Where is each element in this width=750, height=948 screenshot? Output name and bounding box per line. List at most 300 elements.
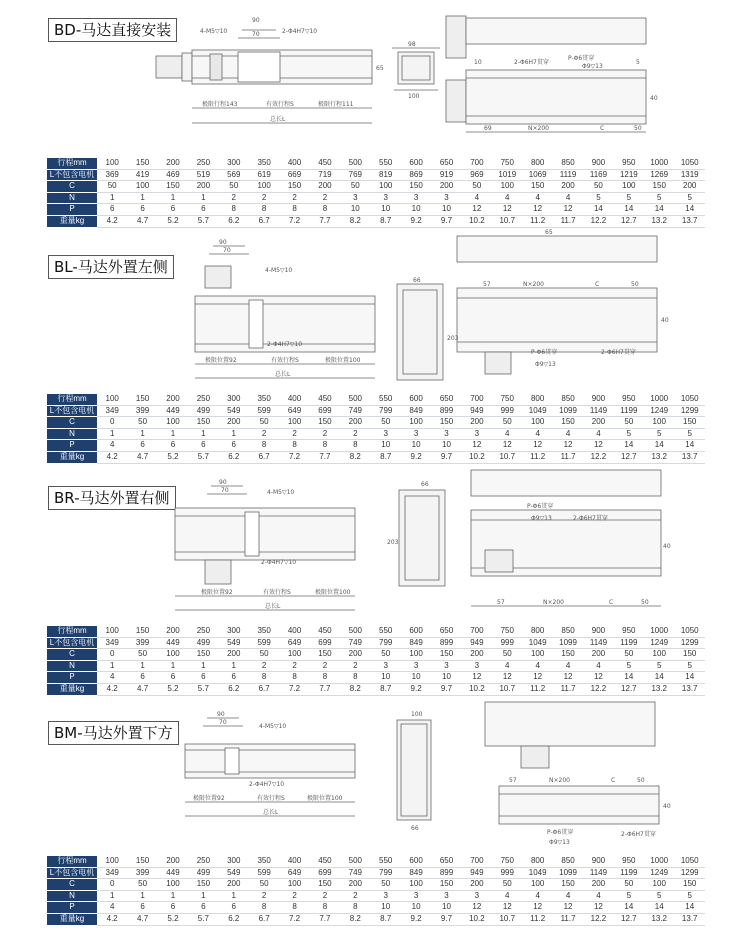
table-cell: 4	[583, 428, 613, 440]
table-cell: 8.7	[371, 451, 401, 463]
table-cell: 850	[553, 158, 583, 169]
row-label: P	[47, 440, 97, 452]
dim-label: 总长L	[270, 116, 286, 123]
table-cell: 1050	[674, 158, 705, 169]
table-cell: 650	[431, 158, 461, 169]
table-cell: 100	[401, 649, 431, 661]
table-cell: 2	[340, 890, 370, 902]
table-cell: 5	[614, 890, 644, 902]
table-cell: 9.2	[401, 683, 431, 695]
drawing-bd	[150, 8, 670, 143]
table-cell: 11.2	[522, 913, 552, 925]
table-cell: 1	[127, 428, 157, 440]
table-cell: 4	[492, 660, 522, 672]
table-cell: 200	[462, 879, 492, 891]
table-cell: 649	[279, 405, 309, 417]
table-cell: 4	[97, 440, 127, 452]
dim-label: 65	[376, 65, 384, 72]
dim-label: 2-Φ6H7贯穿	[601, 349, 636, 356]
dim-label: N×200	[549, 777, 570, 784]
table-cell: 14	[644, 902, 674, 914]
dim-label: 70	[223, 247, 231, 254]
table-cell: 8.7	[371, 215, 401, 227]
table-cell: 719	[310, 169, 340, 181]
dim-label: 有效行程S	[271, 357, 299, 364]
table-cell: 6	[127, 902, 157, 914]
table-cell: 2	[310, 192, 340, 204]
table-cell: 13.7	[674, 683, 705, 695]
table-cell: 8	[249, 440, 279, 452]
row-label: P	[47, 672, 97, 684]
table-cell: 549	[219, 405, 249, 417]
row-label: 行程mm	[47, 394, 97, 405]
dim-label: 2-Φ6H7贯穿	[514, 59, 549, 66]
table-cell: 2	[310, 428, 340, 440]
table-cell: 1	[97, 660, 127, 672]
table-cell: 14	[614, 204, 644, 216]
table-cell: 8	[310, 902, 340, 914]
table-cell: 1119	[553, 169, 583, 181]
dim-label: 有效行程S	[263, 589, 291, 596]
table-cell: 500	[340, 856, 370, 867]
table-cell: 0	[97, 649, 127, 661]
table-cell: 150	[431, 879, 461, 891]
table-cell: 50	[127, 879, 157, 891]
spec-table-bm	[47, 856, 705, 926]
table-cell: 4	[522, 192, 552, 204]
table-cell: 150	[431, 649, 461, 661]
table-cell: 769	[340, 169, 370, 181]
table-cell: 1249	[644, 867, 674, 879]
dim-label: 90	[252, 17, 260, 24]
table-cell: 12	[553, 672, 583, 684]
dim-label: 极限位置100	[325, 357, 361, 364]
table-cell: 100	[614, 181, 644, 193]
dim-label: 100	[408, 93, 420, 100]
table-cell: 599	[249, 637, 279, 649]
table-cell: 399	[127, 405, 157, 417]
table-cell: 3	[462, 428, 492, 440]
table-cell: 869	[401, 169, 431, 181]
table-cell: 6	[158, 440, 188, 452]
table-cell: 100	[279, 879, 309, 891]
table-cell: 50	[492, 649, 522, 661]
table-cell: 2	[249, 428, 279, 440]
table-cell: 50	[614, 649, 644, 661]
table-cell: 10.2	[462, 683, 492, 695]
table-cell: 2	[279, 192, 309, 204]
table-cell: 5	[644, 428, 674, 440]
table-cell: 1199	[614, 405, 644, 417]
table-cell: 100	[522, 879, 552, 891]
table-cell: 1149	[583, 405, 613, 417]
table-cell: 849	[401, 637, 431, 649]
table-cell: 1019	[492, 169, 522, 181]
row-label: 行程mm	[47, 158, 97, 169]
row-label: N	[47, 428, 97, 440]
table-row	[47, 913, 705, 925]
table-cell: 9.7	[431, 913, 461, 925]
table-cell: 12.2	[583, 215, 613, 227]
table-cell: 6.2	[219, 215, 249, 227]
table-cell: 300	[219, 856, 249, 867]
table-cell: 50	[614, 417, 644, 429]
table-cell: 3	[431, 192, 461, 204]
dim-label: 70	[219, 719, 227, 726]
dim-label: 有效行程S	[266, 101, 294, 108]
table-cell: 50	[127, 649, 157, 661]
table-cell: 8	[340, 440, 370, 452]
table-row	[47, 428, 705, 440]
table-cell: 14	[614, 672, 644, 684]
table-cell: 100	[249, 181, 279, 193]
table-cell: 1050	[674, 856, 705, 867]
table-cell: 4	[97, 672, 127, 684]
dim-label: 50	[637, 777, 645, 784]
dim-label: 203	[387, 539, 399, 546]
table-cell: 9.7	[431, 451, 461, 463]
drawing-bl	[175, 228, 675, 388]
table-cell: 150	[522, 181, 552, 193]
dim-label: 2-Φ4H7▽10	[267, 341, 303, 348]
table-cell: 11.2	[522, 451, 552, 463]
dim-label: 90	[217, 711, 225, 718]
table-cell: 2	[310, 890, 340, 902]
table-cell: 150	[674, 649, 705, 661]
table-cell: 349	[97, 867, 127, 879]
table-cell: 100	[97, 626, 127, 637]
table-cell: 1249	[644, 405, 674, 417]
table-cell: 1	[158, 192, 188, 204]
table-cell: 519	[188, 169, 218, 181]
table-cell: 7.7	[310, 215, 340, 227]
drawing-bm	[175, 698, 675, 848]
table-cell: 3	[401, 428, 431, 440]
dim-label: N×200	[523, 281, 544, 288]
table-cell: 8.7	[371, 683, 401, 695]
table-cell: 150	[310, 417, 340, 429]
table-cell: 200	[462, 417, 492, 429]
table-cell: 499	[188, 637, 218, 649]
table-cell: 150	[401, 181, 431, 193]
row-label: 行程mm	[47, 626, 97, 637]
table-cell: 200	[340, 649, 370, 661]
table-cell: 699	[310, 867, 340, 879]
dim-label: 有效行程S	[257, 795, 285, 802]
table-cell: 999	[492, 637, 522, 649]
table-cell: 12	[492, 204, 522, 216]
table-cell: 200	[674, 181, 705, 193]
dim-label: 40	[661, 317, 669, 324]
table-cell: 1	[219, 660, 249, 672]
table-cell: 5.2	[158, 683, 188, 695]
table-cell: 100	[401, 879, 431, 891]
table-cell: 10	[431, 204, 461, 216]
table-cell: 12	[522, 672, 552, 684]
table-cell: 3	[371, 192, 401, 204]
table-cell: 150	[553, 649, 583, 661]
table-cell: 4	[553, 192, 583, 204]
table-cell: 1	[97, 192, 127, 204]
table-cell: 849	[401, 867, 431, 879]
table-cell: 450	[310, 626, 340, 637]
table-cell: 6	[158, 204, 188, 216]
dim-label: 70	[221, 487, 229, 494]
table-cell: 200	[583, 417, 613, 429]
table-cell: 600	[401, 856, 431, 867]
dim-label: P-Φ6贯穿	[547, 829, 574, 836]
table-cell: 50	[219, 181, 249, 193]
dim-label: 极限位置92	[193, 795, 225, 802]
table-cell: 11.7	[553, 913, 583, 925]
table-cell: 7.2	[279, 913, 309, 925]
table-cell: 8.2	[340, 451, 370, 463]
dim-label: 66	[411, 825, 419, 832]
table-cell: 7.7	[310, 451, 340, 463]
table-cell: 4	[492, 428, 522, 440]
table-cell: 8	[279, 672, 309, 684]
table-cell: 50	[127, 417, 157, 429]
table-cell: 100	[97, 158, 127, 169]
table-cell: 669	[279, 169, 309, 181]
table-cell: 700	[462, 394, 492, 405]
row-label: C	[47, 879, 97, 891]
dim-label: 4-M5▽10	[267, 489, 295, 496]
table-cell: 4.7	[127, 215, 157, 227]
table-cell: 200	[340, 879, 370, 891]
dim-label: 5	[636, 59, 640, 66]
row-label: 重量kg	[47, 215, 97, 227]
table-cell: 750	[492, 394, 522, 405]
table-cell: 12	[522, 902, 552, 914]
table-cell: 4	[583, 890, 613, 902]
table-cell: 619	[249, 169, 279, 181]
table-cell: 2	[279, 660, 309, 672]
row-label: L不包含电机	[47, 169, 97, 181]
row-label: N	[47, 192, 97, 204]
table-cell: 6	[219, 902, 249, 914]
table-cell: 449	[158, 405, 188, 417]
table-cell: 750	[492, 856, 522, 867]
table-cell: 549	[219, 867, 249, 879]
table-cell: 499	[188, 405, 218, 417]
table-row	[47, 660, 705, 672]
table-cell: 4	[462, 192, 492, 204]
row-label: N	[47, 890, 97, 902]
table-row	[47, 856, 705, 867]
dim-label: C	[609, 599, 614, 606]
table-cell: 300	[219, 626, 249, 637]
dim-label: P-Φ6贯穿	[568, 55, 595, 62]
table-cell: 14	[583, 204, 613, 216]
table-cell: 14	[614, 902, 644, 914]
section-title-bd: BD-马达直接安装	[48, 18, 177, 42]
table-cell: 699	[310, 637, 340, 649]
table-cell: 8	[279, 204, 309, 216]
row-label: 重量kg	[47, 451, 97, 463]
table-cell: 499	[188, 867, 218, 879]
table-row	[47, 417, 705, 429]
table-cell: 1049	[522, 867, 552, 879]
row-label: C	[47, 649, 97, 661]
table-cell: 850	[553, 626, 583, 637]
table-cell: 12.7	[614, 913, 644, 925]
table-cell: 10.7	[492, 215, 522, 227]
table-cell: 2	[340, 660, 370, 672]
table-cell: 4.2	[97, 913, 127, 925]
table-cell: 1299	[674, 405, 705, 417]
table-cell: 950	[614, 626, 644, 637]
table-cell: 100	[492, 181, 522, 193]
table-cell: 150	[674, 879, 705, 891]
table-cell: 5	[614, 192, 644, 204]
table-cell: 1050	[674, 626, 705, 637]
table-cell: 1199	[614, 637, 644, 649]
table-cell: 300	[219, 394, 249, 405]
table-cell: 850	[553, 394, 583, 405]
table-cell: 50	[249, 649, 279, 661]
table-cell: 200	[340, 417, 370, 429]
table-cell: 150	[158, 181, 188, 193]
table-cell: 8.2	[340, 913, 370, 925]
table-cell: 819	[371, 169, 401, 181]
table-cell: 150	[644, 181, 674, 193]
table-cell: 450	[310, 394, 340, 405]
dim-label: 90	[219, 479, 227, 486]
table-row	[47, 394, 705, 405]
table-cell: 5	[614, 660, 644, 672]
table-cell: 1099	[553, 405, 583, 417]
row-label: 重量kg	[47, 913, 97, 925]
dim-label: Φ9▽13	[549, 839, 570, 846]
table-cell: 400	[279, 394, 309, 405]
dim-label: 203	[447, 335, 459, 342]
table-cell: 12	[462, 440, 492, 452]
table-cell: 12	[522, 440, 552, 452]
table-cell: 7.7	[310, 913, 340, 925]
table-row	[47, 204, 705, 216]
table-cell: 10.2	[462, 451, 492, 463]
table-cell: 10.2	[462, 215, 492, 227]
dim-label: 57	[509, 777, 517, 784]
table-cell: 1	[188, 660, 218, 672]
dim-label: 总长L	[263, 809, 279, 816]
table-cell: 150	[127, 626, 157, 637]
table-cell: 14	[644, 440, 674, 452]
table-cell: 13.7	[674, 451, 705, 463]
table-cell: 10.7	[492, 451, 522, 463]
table-cell: 1299	[674, 867, 705, 879]
table-cell: 899	[431, 405, 461, 417]
table-cell: 350	[249, 394, 279, 405]
table-cell: 3	[371, 428, 401, 440]
table-cell: 8	[249, 204, 279, 216]
table-cell: 799	[371, 637, 401, 649]
table-cell: 2	[249, 192, 279, 204]
table-cell: 850	[553, 856, 583, 867]
table-cell: 7.2	[279, 215, 309, 227]
table-cell: 200	[553, 181, 583, 193]
table-cell: 999	[492, 867, 522, 879]
table-cell: 9.7	[431, 215, 461, 227]
table-cell: 550	[371, 158, 401, 169]
dim-label: 57	[483, 281, 491, 288]
table-cell: 2	[279, 428, 309, 440]
table-cell: 800	[522, 856, 552, 867]
dim-label: 总长L	[265, 603, 281, 610]
table-cell: 200	[219, 649, 249, 661]
table-row	[47, 890, 705, 902]
table-cell: 899	[431, 867, 461, 879]
table-cell: 950	[614, 856, 644, 867]
table-cell: 150	[127, 394, 157, 405]
table-cell: 1	[219, 890, 249, 902]
table-cell: 6.2	[219, 451, 249, 463]
table-cell: 11.7	[553, 683, 583, 695]
table-cell: 6	[127, 204, 157, 216]
table-cell: 1	[97, 890, 127, 902]
table-cell: 100	[371, 181, 401, 193]
table-cell: 11.2	[522, 683, 552, 695]
table-cell: 10	[431, 672, 461, 684]
dim-label: 2-Φ4H7▽10	[261, 559, 297, 566]
dim-label: 2-Φ6H7贯穿	[573, 515, 608, 522]
table-cell: 100	[644, 879, 674, 891]
dim-label: 2-Φ4H7▽10	[282, 28, 318, 35]
table-cell: 12	[492, 902, 522, 914]
table-cell: 749	[340, 637, 370, 649]
table-cell: 200	[462, 649, 492, 661]
table-cell: 800	[522, 394, 552, 405]
dim-label: 57	[497, 599, 505, 606]
table-cell: 419	[127, 169, 157, 181]
table-cell: 0	[97, 879, 127, 891]
table-cell: 569	[219, 169, 249, 181]
table-cell: 14	[674, 204, 705, 216]
table-cell: 50	[583, 181, 613, 193]
table-cell: 200	[583, 879, 613, 891]
table-cell: 200	[158, 856, 188, 867]
table-cell: 750	[492, 158, 522, 169]
table-cell: 200	[219, 879, 249, 891]
table-cell: 12.2	[583, 683, 613, 695]
table-cell: 450	[310, 158, 340, 169]
table-cell: 700	[462, 626, 492, 637]
table-cell: 349	[97, 637, 127, 649]
table-cell: 900	[583, 626, 613, 637]
table-cell: 13.7	[674, 215, 705, 227]
table-cell: 100	[158, 649, 188, 661]
table-cell: 5.2	[158, 913, 188, 925]
table-cell: 6	[127, 440, 157, 452]
table-cell: 50	[249, 879, 279, 891]
table-cell: 250	[188, 626, 218, 637]
dim-label: 2-Φ4H7▽10	[249, 781, 285, 788]
dim-label: 10	[474, 59, 482, 66]
table-cell: 9.2	[401, 913, 431, 925]
dim-label: C	[595, 281, 600, 288]
table-cell: 6.7	[249, 215, 279, 227]
dim-label: P-Φ6贯穿	[531, 349, 558, 356]
dim-label: Φ9▽13	[531, 515, 552, 522]
table-cell: 1	[127, 890, 157, 902]
table-cell: 2	[249, 660, 279, 672]
table-cell: 12	[462, 902, 492, 914]
table-cell: 800	[522, 626, 552, 637]
table-cell: 10	[401, 672, 431, 684]
table-cell: 1	[188, 428, 218, 440]
row-label: 重量kg	[47, 683, 97, 695]
